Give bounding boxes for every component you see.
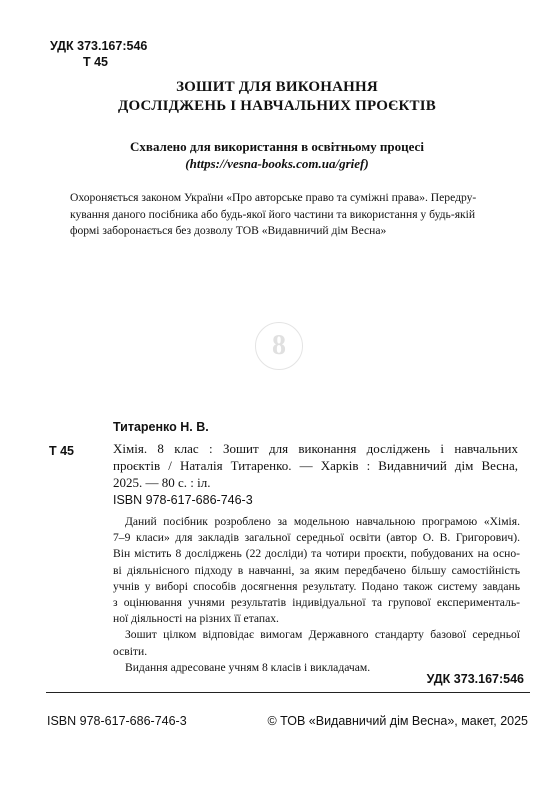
approval-text: Схвалено для використання в освітньому процесі — [130, 139, 424, 154]
bib-line-2: проєктів / Наталія Титаренко. — Харків : Видавничий дім Весна, — [113, 458, 518, 473]
divider-line — [46, 692, 530, 693]
annotation-line: Даний посібник розроблено за модельною навчальною програмою «Хімія. — [125, 515, 520, 528]
approval-note — [0, 138, 554, 172]
annotation-line: ної діяльності на різних її етапах. — [113, 612, 279, 626]
annotation-paragraph-2 — [113, 627, 520, 643]
annotation-line: освіти. — [113, 644, 148, 658]
isbn: ISBN 978-617-686-746-3 — [113, 493, 253, 507]
annotation-line: ві діяльнісного підходу в навчанні, за яким передбачено більшу самостійність — [113, 563, 520, 577]
annotation-line: Він містить 8 досліджень (22 досліди) та чотири проєкти, побудованих на осно- — [113, 547, 520, 561]
annotation-paragraph-3: Видання адресоване учням 8 класів і викладачам. — [125, 660, 371, 674]
annotation — [113, 514, 520, 676]
udk-bottom: УДК 373.167:546 — [426, 672, 524, 686]
author-name: Титаренко Н. В. — [113, 420, 209, 434]
copyright-line-2: кування даного посібника або будь-якої його частини та використання у будь-якій — [70, 207, 476, 221]
page-title — [0, 78, 554, 116]
faint-watermark: 8 — [255, 322, 303, 370]
class-code: Т 45 — [83, 55, 109, 69]
udk-code: УДК 373.167:546 — [50, 39, 148, 53]
annotation-line: з оцінювання учнями результатів індивідуальної та групової експерименталь- — [113, 596, 520, 610]
annotation-line: 7–9 класи» для закладів загальної середньої освіти (автор О. В. Григорович). — [113, 531, 520, 545]
bibliographic-description — [113, 440, 518, 491]
annotation-line: Зошит цілком відповідає вимогам Державного стандарту базової середньої — [125, 628, 520, 642]
approval-url: (https://vesna-books.com.ua/grief) — [185, 156, 369, 171]
udk-block — [50, 38, 147, 70]
annotation-paragraph-1 — [113, 514, 520, 530]
footer-isbn: ISBN 978-617-686-746-3 — [47, 714, 187, 728]
title-line-1: ЗОШИТ ДЛЯ ВИКОНАННЯ — [176, 79, 378, 95]
bib-class-code: Т 45 — [49, 444, 75, 458]
copyright-line-3: формі заборонається без дозволу ТОВ «Видавничий дім Весна» — [70, 224, 387, 237]
bib-line-3: 2025. — 80 с. : іл. — [113, 475, 211, 490]
annotation-line: учнів у виборі способів досягнення результату. Подано також систему завдань — [113, 579, 520, 593]
footer-copyright: © ТОВ «Видавничий дім Весна», макет, 2025 — [267, 714, 528, 728]
copyright-notice — [70, 190, 496, 240]
copyright-line-1: Охороняється законом України «Про авторське право та суміжні права». Передру- — [70, 191, 477, 204]
title-line-2: ДОСЛІДЖЕНЬ І НАВЧАЛЬНИХ ПРОЄКТІВ — [117, 98, 437, 114]
bib-line-1: Хімія. 8 клас : Зошит для виконання досліджень і навчальних — [113, 441, 518, 456]
